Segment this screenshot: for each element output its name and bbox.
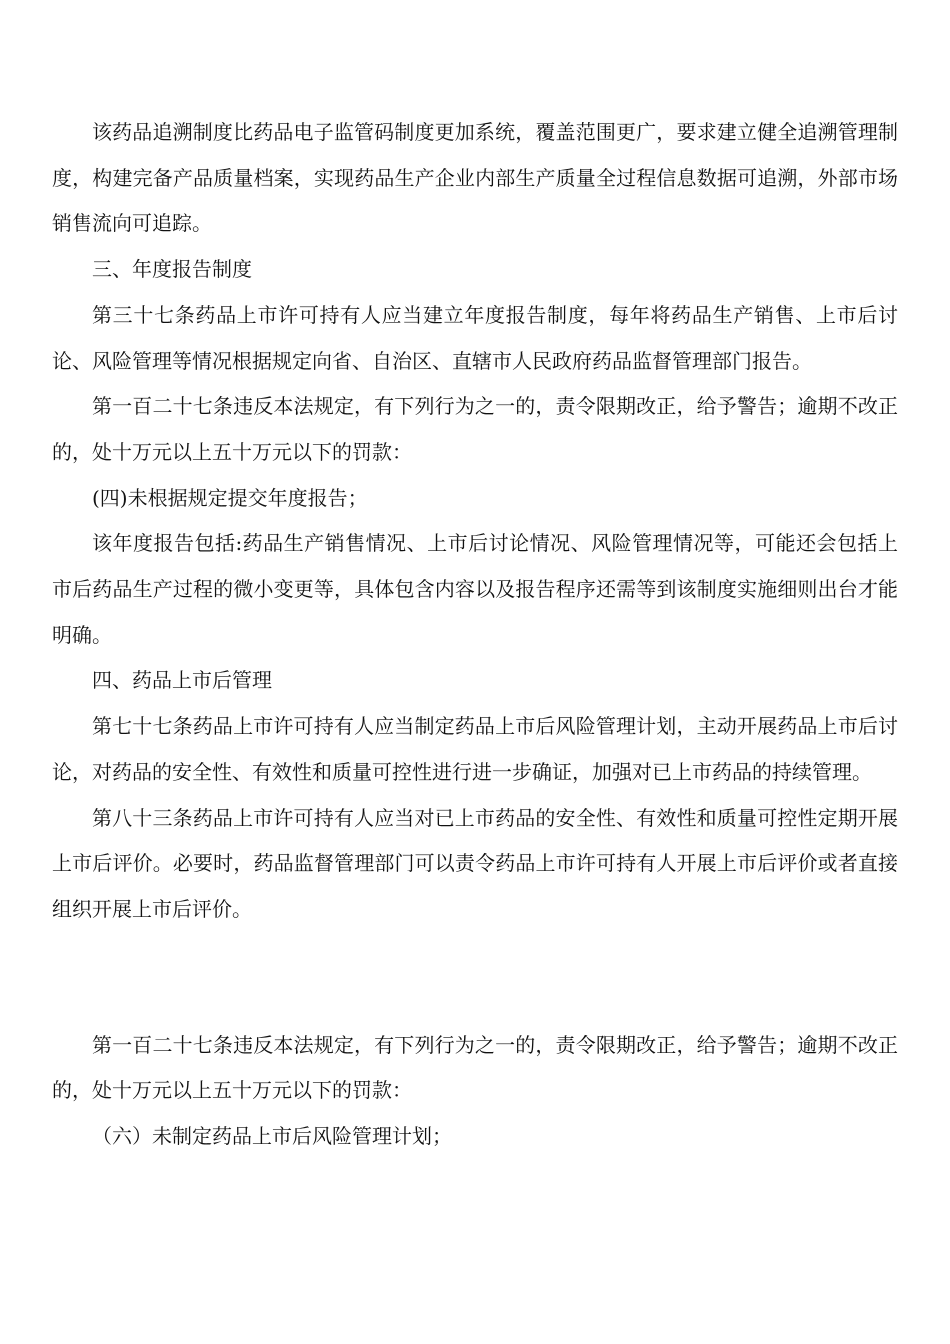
paragraph-item-6: （六）未制定药品上市后风险管理计划； <box>92 1124 452 1149</box>
paragraph-annual-report-contents: 该年度报告包括:药品生产销售情况、上市后讨论情况、风险管理情况等，可能还会包括上市后药品生产过程的微小变更等，具体包含内容以及报告程序还需等到该制度实施细则出台才能明确。 <box>52 531 898 647</box>
paragraph-article-37: 第三十七条药品上市许可持有人应当建立年度报告制度，每年将药品生产销售、上市后讨论、风险管理等情况根据规定向省、自治区、直辖市人民政府药品监督管理部门报告。 <box>52 302 898 373</box>
paragraph-article-83: 第八十三条药品上市许可持有人应当对已上市药品的安全性、有效性和质量可控性定期开展上市后评价。必要时，药品监督管理部门可以责令药品上市许可持有人开展上市后评价或者直接组织开展上市后评价。 <box>52 805 898 921</box>
section-heading-annual-report: 三、年度报告制度 <box>92 257 252 282</box>
paragraph-article-127-repeat: 第一百二十七条违反本法规定，有下列行为之一的，责令限期改正，给予警告；逾期不改正的，处十万元以上五十万元以下的罚款： <box>52 1032 898 1103</box>
document-body <box>52 110 898 1160</box>
paragraph-article-127: 第一百二十七条违反本法规定，有下列行为之一的，责令限期改正，给予警告；逾期不改正的，处十万元以上五十万元以下的罚款： <box>52 394 898 464</box>
paragraph-article-77: 第七十七条药品上市许可持有人应当制定药品上市后风险管理计划，主动开展药品上市后讨论，对药品的安全性、有效性和质量可控性进行进一步确证，加强对已上市药品的持续管理。 <box>52 714 898 784</box>
paragraph-item-4: (四)未根据规定提交年度报告； <box>92 485 368 510</box>
section-heading-post-market: 四、药品上市后管理 <box>92 668 272 693</box>
blank-gap <box>52 933 898 1023</box>
paragraph-traceability: 该药品追溯制度比药品电子监管码制度更加系统，覆盖范围更广，要求建立健全追溯管理制度，构建完备产品质量档案，实现药品生产企业内部生产质量全过程信息数据可追溯，外部市场销售流向可追踪。 <box>52 120 898 236</box>
